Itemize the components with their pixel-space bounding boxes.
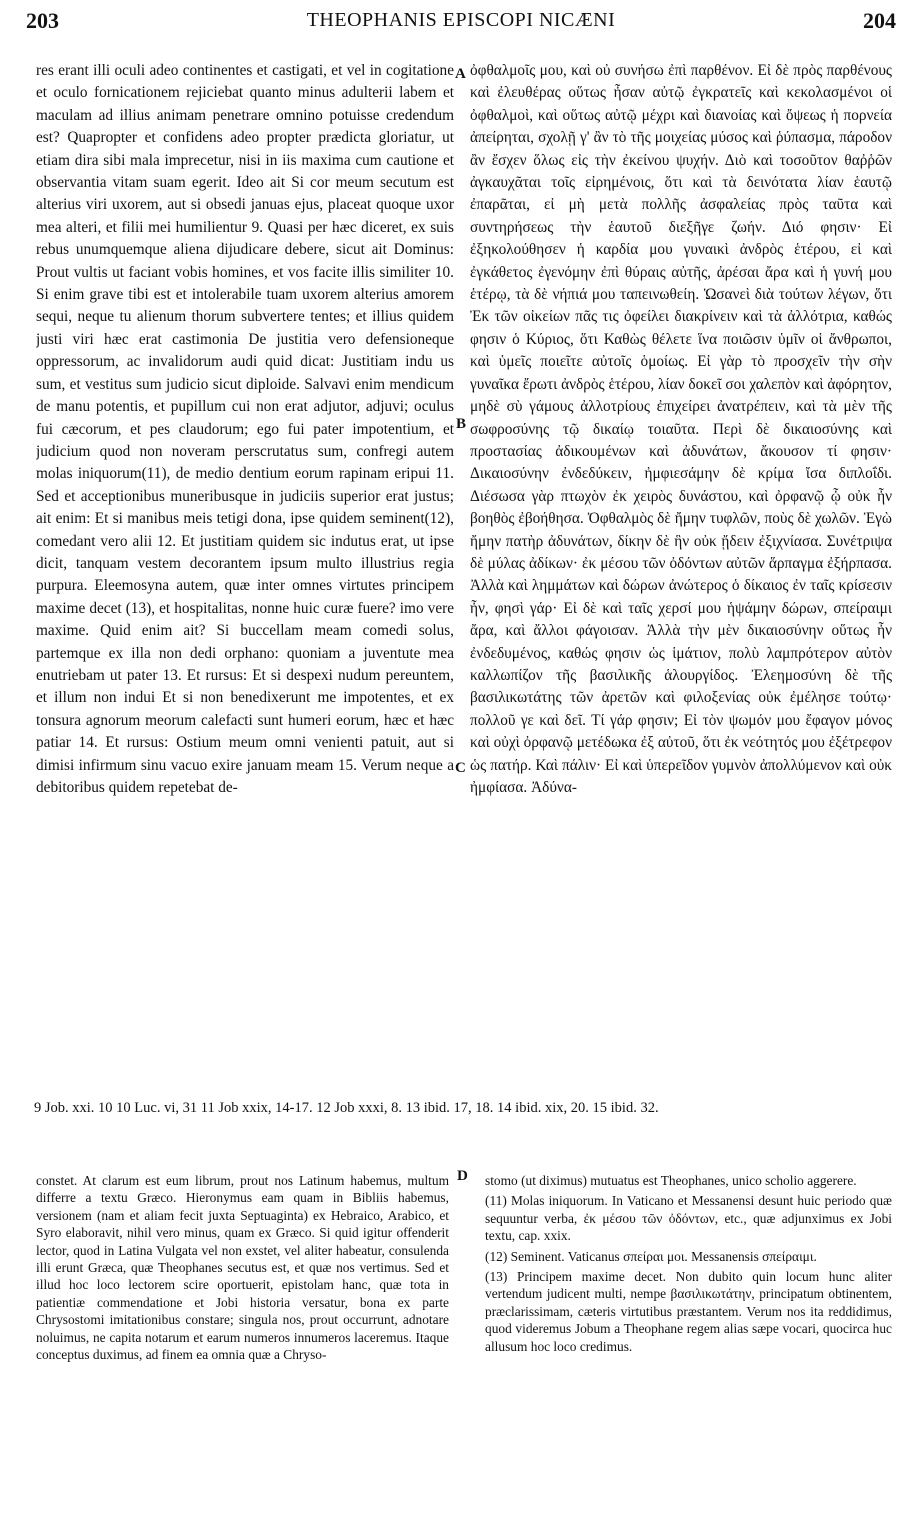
section-marker-b: B (456, 416, 467, 432)
section-marker-a: A (455, 66, 466, 82)
latin-text: res erant illi oculi adeo continentes et castigati, et vel in cogitatione et oculo fornicationem rejiciebat quanto minus adulterii labem et maculam ad illius animam penetrare omnino potuisse credendum est? Quapropter et confidens adeo propter prædicta gloriatur, ut etiam dira sibi mala imprecetur, nisi in iis maxima cum cautione et observantia vitam suam egerit. Ideo ait Si cor meum secutum est alterius viri uxorem, aut si obsedi januas ejus, placeat quoque uxor mea alteri, et filii mei humilientur 9. Quasi per hæc diceret, ex suis rebus unumquemque aliena dijudicare debere, sicut ait Dominus: Prout vultis ut faciant vobis homines, et vos facite illis similiter 10. Si enim grave tibi est et intolerabile tuam uxorem alterius amorem sequi, neque tu alienum thorum subvertere tentes; et illius quidem justi viri hæc erat castimonia De justitia vero defensioneque oppressorum, ac invalidorum audi quid dicat: Justitiam indu us sum, et vestitus sum judicio sicut diploide. Salvavi enim mendicum de manu potentis, et pupillum cui non erat adjutor, adjuvi; oculus fui cæcorum, et pes claudorum; ego fui pater impotentium, et judicium quod non noveram perscrutatus sum, confregi autem molas iniquorum(11), de medio dentium eorum rapinam eripui 11. Sed et acceptionibus muneribusque in judiciis superior erat justus; ait enim: Et si manibus meis tetigi dona, ipse quidem seminent(12), comedant vero alii 12. Et justitiam quidem sic indutus erat, ut ipse dicit, tanquam vestem decorantem ipsum multo illustrius regia purpura. Eleemosyna autem, quæ inter omnes virtutes principem maxime decet (13), et hospitalitas, nonne huic curæ fuere? imo vere maxime. Quid enim ait? Si buccellam meam comedi solus, partemque ex illa non dedi orphano: quoniam a juventute mea enutriebam ut pater 13. Et rursus: Et si despexi nudum pereuntem, et illum non indui Et si non benedixerunt me impotentes, et ex tonsura agnorum meorum calefacti sunt humeri eorum, hæc et hæc patiar 14. Et rursus: Ostium meum omni venienti patuit, aut si dimisi infirmum sinu vacuo exire januam meam 15. Verum neque a debitoribus quidem repetebat de- (36, 62, 454, 796)
notes-column-right (485, 1172, 892, 1492)
note-paragraph: stomo (ut diximus) mutuatus est Theophanes, unico scholio aggerere. (485, 1173, 857, 1188)
latin-text-column (36, 60, 454, 1080)
greek-text-column (470, 60, 892, 1080)
section-marker-d: D (457, 1168, 468, 1184)
page-header (26, 8, 896, 42)
section-marker-c: C (455, 760, 466, 776)
footnote-references: 9 Job. xxi. 10 10 Luc. vi, 31 11 Job xxix, 14-17. 12 Job xxxi, 8. 13 ibid. 17, 18. 14 ibid. xix, 20. 15 ibid. 32. (34, 1100, 659, 1116)
notes-column-left (36, 1172, 449, 1492)
note-12: (12) Seminent. Vaticanus σπείραι μοι. Messanensis σπείραιμι. (485, 1248, 817, 1264)
note-paragraph: constet. At clarum est eum librum, prout nos Latinum habemus, multum differre a textu Græco. Hieronymus eam quam in Bibliis habemus, versionem (nam et aliam fecit juxta Septuaginta) ex Hebraico, Arabico, et Syro elaboravit, nihil vero minus, quam ex Græco. Si quid igitur offenderit lector, quod in Latina Vulgata vel non exstet, vel aliter habeatur, consulenda illi erunt Græca, quæ Theophanes secutus est, et quæ nos vertimus. Sed et illud hoc loco lectorem scire oportuerit, epistolam hanc, quæ tota in patientiæ commendatione et Jobi historia versatur, bona ex parte Chrysostomi imitationibus constare; singula nos, prout occurrunt, adnotare noluimus, ne capita notarum et earum numeros innumeros laceremus. Itaque conceptus duximus, ad finem ea omnia quæ a Chryso- (36, 1173, 449, 1363)
note-11: (11) Molas iniquorum. In Vaticano et Messanensi desunt huic periodo quæ sequuntur verba, ἐκ μέσου τῶν ὀδόντων, etc., quæ adjunximus ex Jobi textu, cap. xxix. (485, 1193, 892, 1244)
page-number-right: 204 (863, 8, 896, 33)
note-13: (13) Principem maxime decet. Non dubito quin locum hunc aliter vertendum judicent multi, nempe βασιλικωτάτην, principatum obtinentem, præclarissimam, cæteris virtutibus præstantem. Verum nos ita reddidimus, quod videremus Jobum a Theophane regem alias sæpe vocari, quocirca huc allusum hoc loco credimus. (485, 1269, 892, 1354)
page-number-left: 203 (26, 8, 59, 33)
running-title: THEOPHANIS EPISCOPI NICÆNI (306, 9, 616, 31)
greek-text: ὀφθαλμοῖς μου, καὶ οὐ συνήσω ἐπὶ παρθένον. Εἰ δὲ πρὸς παρθένους καὶ ἐλευθέρας οὕτως ἦσαν αὐτῷ ἐγκρατεῖς καὶ κεκολασμένοι οἱ ὀφθαλμοὶ, καὶ οὕτως αὐτῷ μέχρι καὶ διανοίας καὶ ὄψεως ἡ πορνεία ἀπείρηται, σχολῇ γ' ἂν τὸ τῆς μοιχείας μύσος καὶ ῥύπασμα, πάροδον ἂν ἔσχεν ὅλως εἰς τὴν ἐκείνου ψυχήν. Διὸ καὶ τοσοῦτον θαῤῥῶν ἀγκαυχᾶται τοῖς εἰρημένοις, ὅτι καὶ τὰ δεινότατα λίαν ἑαυτῷ ἐπαρᾶται, εἰ μὴ μετὰ πολλῆς ἀσφαλείας πρὸς ταῦτα καὶ συντηρήσεως τὴν ἑαυτοῦ διεξῆγε ζωήν. Διό φησιν· Εἰ ἐξηκολούθησεν ἡ καρδία μου γυναικὶ ἀνδρὸς ἑτέρου, εἰ καὶ ἐγκάθετος ἐγενόμην ἐπὶ θύραις αὐτῆς, ἀρέσαι ἄρα καὶ ἡ γυνή μου ἑτέρῳ, τὰ δὲ νήπιά μου ταπεινωθείη. Ὡσανεὶ διὰ τούτων λέγων, ὅτι Ἐκ τῶν οἰκείων πᾶς τις ὀφείλει διακρίνειν καὶ τὰ ἀλλότρια, καθώς φησιν ὁ Κύριος, ὅτι Καθὼς θέλετε ἵνα ποιῶσιν ὑμῖν οἱ ἄνθρωποι, καὶ ὑμεῖς ποιεῖτε αὐτοῖς ὁμοίως. Εἰ γὰρ τὸ προσχεῖν τὴν σὴν γυναῖκα ἔρωτι ἀνδρὸς ἑτέρου, λίαν δοκεῖ σοι χαλεπὸν καὶ ἀφόρητον, μηδὲ σὺ γάμους ἀλλοτρίους ἐπιχείρει ἀνατρέπειν, καὶ τὰ μὲν τῆς σωφροσύνης τῷ δικαίῳ τοιαῦτα. Περὶ δὲ δικαιοσύνης καὶ προστασίας ἀδικουμένων καὶ ἀδυνάτων, ἄκουσον τί φησιν· Δικαιοσύνην ἐνδεδύκειν, ἠμφιεσάμην δὲ κρίμα ἴσα διπλοΐδι. Διέσωσα γὰρ πτωχὸν ἐκ χειρὸς δυνάστου, καὶ ὀρφανῷ ᾧ οὐκ ἦν βοηθὸς ἐβοήθησα. Ὀφθαλμὸς δὲ ἤμην τυφλῶν, ποὺς δὲ χωλῶν. Ἐγὼ ἤμην πατὴρ ἀδυνάτων, δίκην δὲ ἣν οὐκ ᾔδειν ἐξιχνίασα. Συνέτριψα δὲ μύλας ἀδίκων· ἐκ μέσου τῶν ὀδόντων αὐτῶν ἅρπαγμα ἐξήρπασα. Ἀλλὰ καὶ λημμάτων καὶ δώρων ἀνώτερος ὁ δίκαιος ἐν ταῖς κρίσεσιν ἦν, φησὶ γάρ· Εἰ δὲ καὶ ταῖς χερσί μου ἡψάμην δώρων, σπείραιμι ἄρα, καὶ ἄλλοι φάγοισαν. Ἀλλὰ τὴν μὲν δικαιοσύνην οὕτως ἦν ἐνδεδυμένος, καθώς φησιν ὡς ἱμάτιον, πολὺ λαμπρότερον αὐτὸν καλλωπίζον τῆς βασιλικῆς ἁλουργίδος. Ἐλεημοσύνη δὲ τῆς βασιλικωτάτης τῶν ἀρετῶν καὶ φιλοξενίας οὐκ ἐμέλησε τούτῳ· πολλοῦ γε καὶ δεῖ. Τί γάρ φησιν; Εἰ τὸν ψωμόν μου ἔφαγον μόνος καὶ οὐχὶ ὀρφανῷ μετέδωκα ἐξ αὐτοῦ, ὅτι ἐκ νεότητός μου ἐξέτρεφον ὡς πατήρ. Καὶ πάλιν· Εἰ καὶ ὑπερεῖδον γυμνὸν ἀπολλύμενον καὶ οὐκ ἠμφίασα. Ἀδύνα- (470, 62, 892, 796)
footnotes (34, 1098, 896, 1118)
